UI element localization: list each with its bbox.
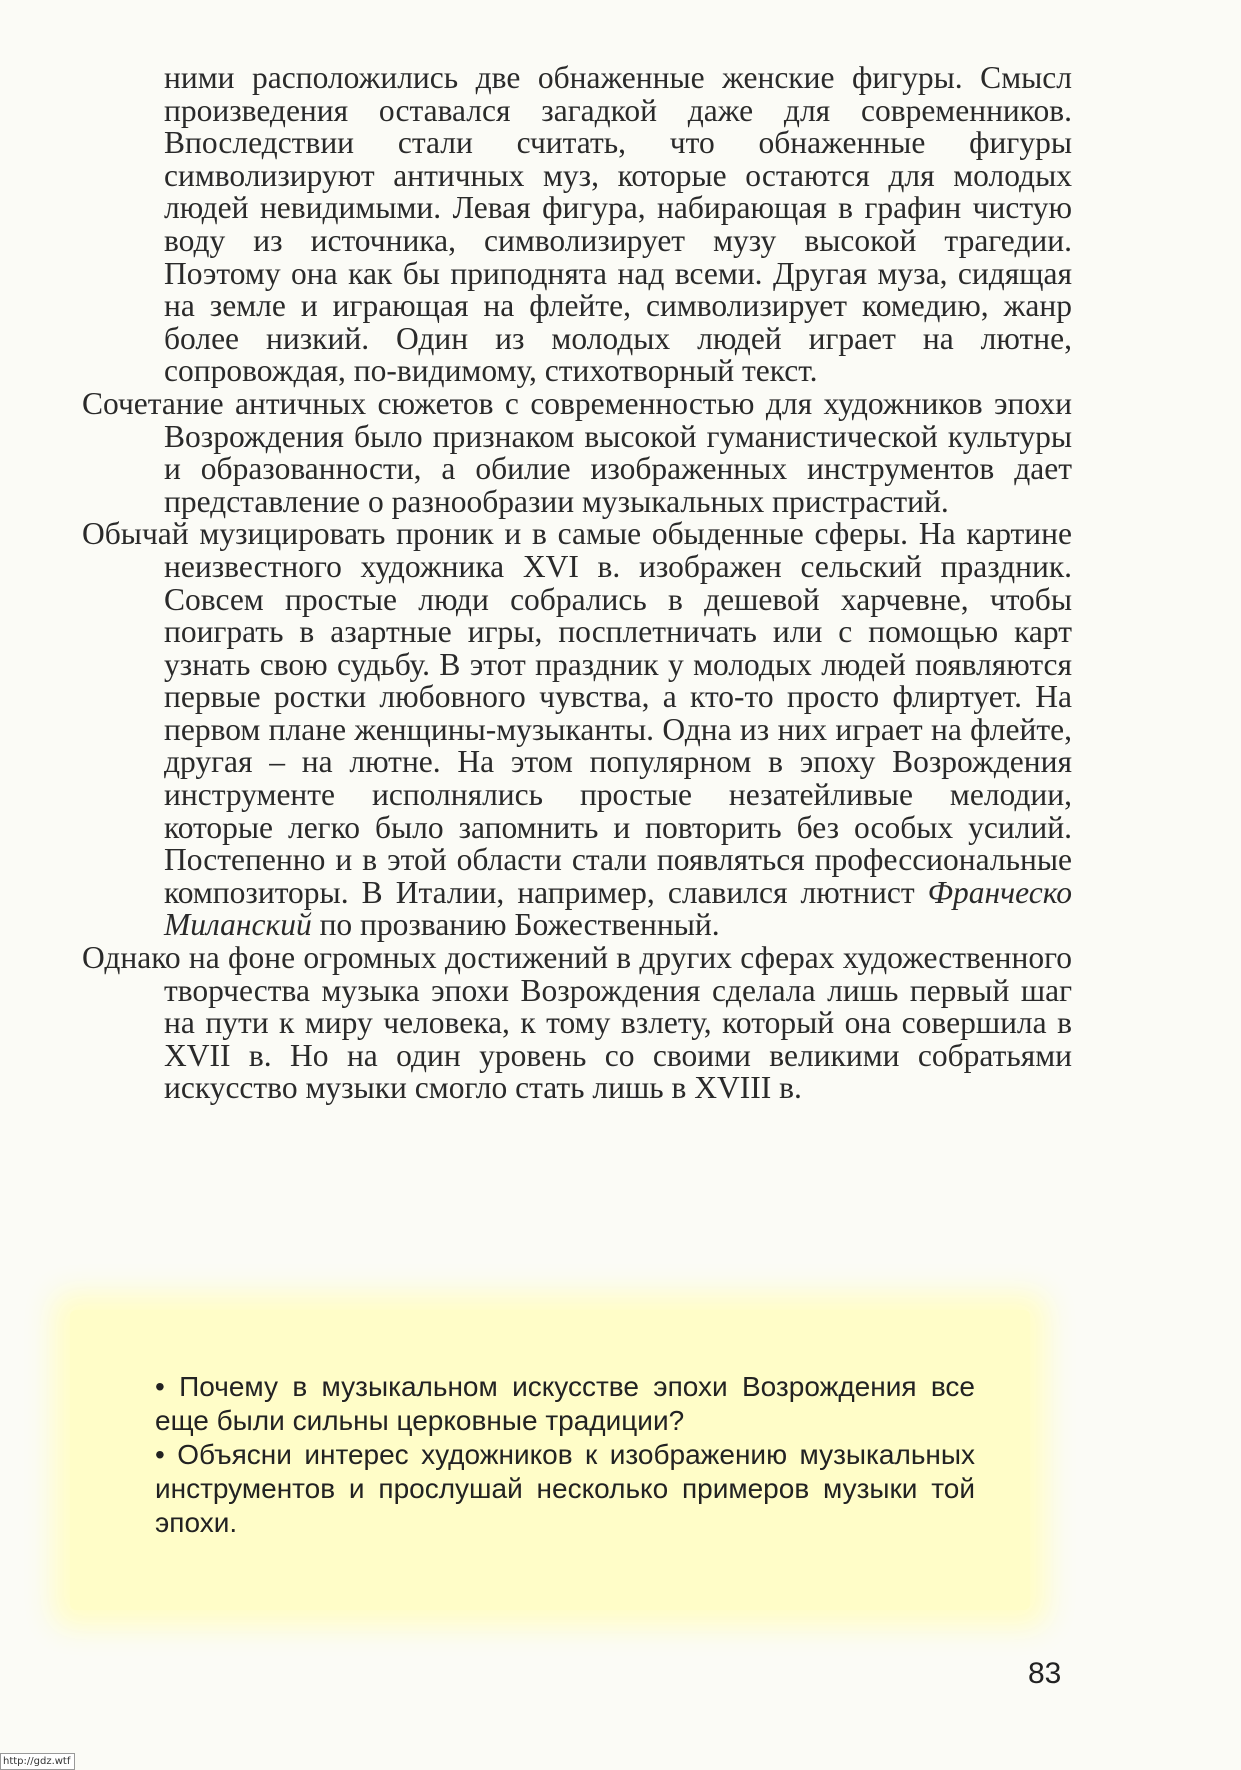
paragraph-continuation: ними расположились две обнаженные женские фигуры. Смысл произведения оставался загадкой даже для современников. Впоследствии стали считать, что обнаженные фигуры символизируют античных муз, которые остаются для молодых людей невидимыми. Левая фигура, набирающая в графин чистую воду из источника, символизирует музу высокой трагедии. Поэтому она как бы приподнята над всеми. Другая муза, сидящая на земле и играющая на флейте, символизирует комедию, жанр более низкий. Один из молодых людей играет на лютне, сопровождая, по-видимому, стихотворный текст.: [164, 60, 1072, 389]
questions-list: [155, 1370, 975, 1540]
paragraph-text: Обычай музицировать проник и в самые обыденные сферы. На картине неизвестного художника XVI в. изображен сельский праздник. Совсем простые люди собрались в дешевой харчевне, чтобы поиграть в азартные игры, посплетничать или с помощью карт узнать свою судьбу. В этот праздник у молодых людей появляются первые ростки любовного чувства, а кто-то просто флиртует. На первом плане женщины-музыканты. Одна из них играет на флейте, другая – на лютне. На этом популярном в эпоху Возрождения инструменте исполнялись простые незатейливые мелодии, которые легко было запомнить и повторить без особых усилий. Постепенно и в этой области стали появляться профессиональные композиторы. В Италии, например, славился лютнист: [82, 516, 1072, 910]
page-number: 83: [1028, 1657, 1062, 1690]
watermark-link[interactable]: http://gdz.wtf: [0, 1753, 75, 1770]
paragraph-text: по прозванию Божественный.: [311, 907, 720, 943]
question-item: • Почему в музыкальном искусстве эпохи Возрождения все еще были сильны церковные традиции?: [155, 1371, 975, 1436]
paragraph-antique-subjects: Сочетание античных сюжетов с современностью для художников эпохи Возрождения было признаком высокой гуманистической культуры и образованности, а обилие изображенных инструментов дает представление о разнообразии музыкальных пристрастий.: [82, 385, 1072, 519]
paragraph-everyday-music: [82, 518, 1072, 942]
questions-box: [70, 1310, 1030, 1610]
question-item: • Объясни интерес художников к изображению музыкальных инструментов и прослушай несколько примеров музыки той эпохи.: [155, 1439, 975, 1538]
composer-name: Франческо Миланский: [164, 874, 1072, 943]
body-text: [82, 62, 1072, 1105]
paragraph-conclusion: Однако на фоне огромных достижений в других сферах художественного творчества музыка эпохи Возрождения сделала лишь первый шаг на пути к миру человека, к тому взлету, который она совершила в XVII в. Но на один уровень со своими великими собратьями искусство музыки смогло стать лишь в XVIII в.: [82, 940, 1072, 1106]
